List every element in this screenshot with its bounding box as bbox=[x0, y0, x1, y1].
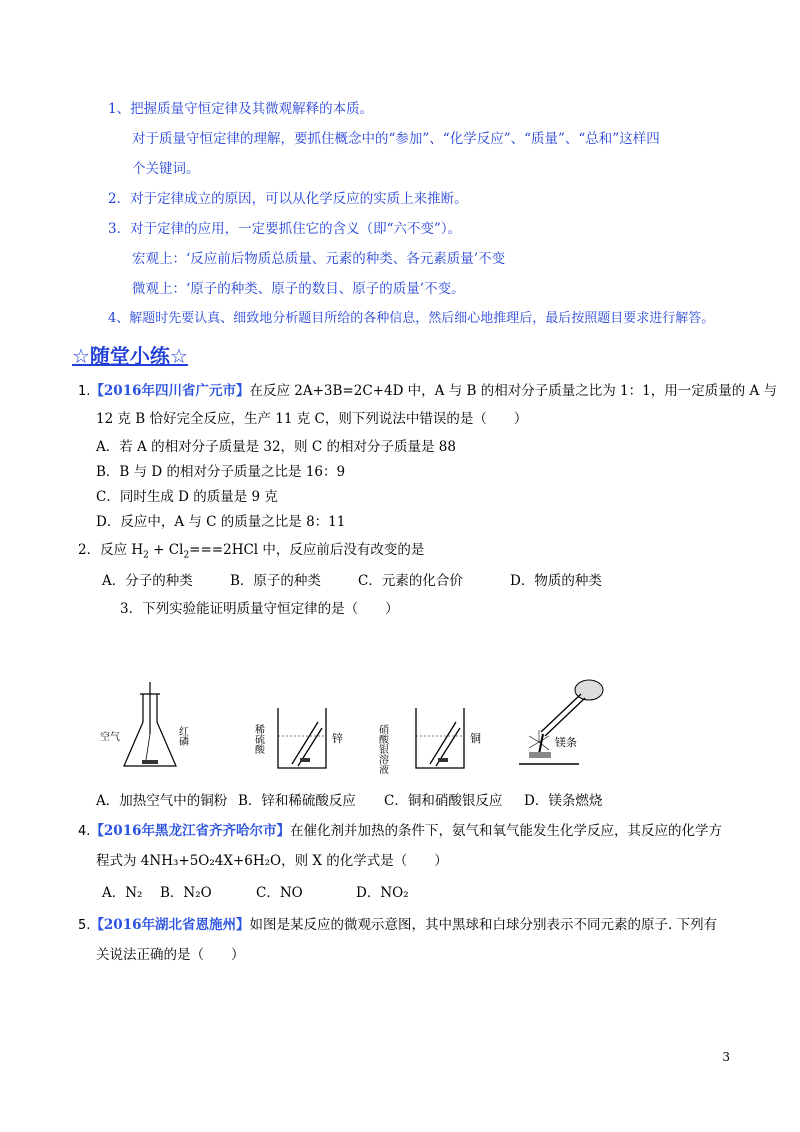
section-heading: ☆随堂小练☆ bbox=[72, 344, 188, 368]
tip-3-macro: 宏观上：‘反应前后物质总质量、元素的种类、各元素质量’不变 bbox=[132, 251, 506, 267]
q2-stem-mid: + Cl bbox=[148, 542, 184, 558]
q1-option-a: A．若 A 的相对分子质量是 32，则 C 的相对分子质量是 88 bbox=[96, 439, 456, 455]
q3-figure-d-magnesium bbox=[515, 672, 625, 782]
fig-label-silver-nitrate: 硝酸银溶液 bbox=[376, 724, 388, 774]
q3-figure-b-beaker bbox=[252, 672, 356, 782]
q2-stem-post: ===2HCl 中，反应前后没有改变的是 bbox=[189, 542, 425, 558]
q1-stem-line2: 12 克 B 恰好完全反应，生产 11 克 C，则下列说法中错误的是（ ） bbox=[96, 411, 528, 427]
fig-label-air: 空气 bbox=[100, 732, 120, 743]
q5-number: 5. bbox=[78, 918, 91, 933]
q2-stem-pre: 2．反应 H bbox=[78, 542, 144, 558]
q3-option-d: D．镁条燃烧 bbox=[524, 793, 603, 809]
q2-option-a: A．分子的种类 bbox=[102, 573, 193, 589]
q4-stem-line2: 程式为 4NH₃+5O₂4X+6H₂O，则 X 的化学式是（ ） bbox=[96, 853, 448, 869]
q1-option-b: B．B 与 D 的相对分子质量之比是 16：9 bbox=[96, 464, 346, 480]
q1-option-d: D．反应中，A 与 C 的质量之比是 8：11 bbox=[96, 514, 346, 530]
q3-figure-c-beaker bbox=[376, 672, 490, 782]
tip-2: 2．对于定律成立的原因，可以从化学反应的实质上来推断。 bbox=[108, 191, 468, 207]
q5-stem-line2: 关说法正确的是（ ） bbox=[96, 947, 245, 963]
q3-figure-a-flask bbox=[100, 672, 220, 782]
q4-option-d: D．NO₂ bbox=[356, 885, 409, 901]
q4-stem-line1 bbox=[78, 822, 722, 841]
q3-option-a: A．加热空气中的铜粉 bbox=[96, 793, 228, 809]
fig-label-zinc: 锌 bbox=[332, 732, 343, 745]
q4-option-a: A．N₂ bbox=[102, 885, 143, 901]
q4-option-c: C．NO bbox=[256, 885, 303, 901]
q2-cl-subscript: 2 bbox=[183, 550, 190, 561]
q5-stem-line1 bbox=[78, 916, 717, 935]
q3-option-b: B．锌和稀硫酸反应 bbox=[238, 793, 356, 809]
q1-stem-line1 bbox=[78, 382, 777, 401]
q2-option-d: D．物质的种类 bbox=[510, 573, 602, 589]
q2-h-subscript: 2 bbox=[143, 550, 149, 561]
q3-option-c: C．铜和硝酸银反应 bbox=[384, 793, 503, 809]
page-number: 3 bbox=[722, 1050, 730, 1064]
q5-source: 【2016年湖北省恩施州】 bbox=[90, 917, 250, 933]
q2-stem bbox=[78, 541, 424, 565]
fig-label-copper: 铜 bbox=[470, 732, 481, 745]
q1-number: 1. bbox=[78, 384, 91, 399]
q5-stem-a: 如图是某反应的微观示意图，其中黑球和白球分别表示不同元素的原子. 下列有 bbox=[249, 917, 718, 933]
q1-option-c: C．同时生成 D 的质量是 9 克 bbox=[96, 489, 278, 505]
tip-4: 4、解题时先要认真、细致地分析题目所给的各种信息，然后细心地推理后，最后按照题目要求进行解答。 bbox=[108, 311, 715, 326]
q2-option-c: C．元素的化合价 bbox=[358, 573, 463, 589]
q2-option-b: B．原子的种类 bbox=[230, 573, 321, 589]
q4-number: 4. bbox=[78, 824, 91, 839]
tip-3: 3．对于定律的应用，一定要抓住它的含义（即“六不变”）。 bbox=[108, 221, 462, 237]
q3-stem: 3．下列实验能证明质量守恒定律的是（ ） bbox=[120, 601, 399, 617]
tip-3-micro: 微观上：‘原子的种类、原子的数目、原子的质量’不变。 bbox=[132, 281, 465, 297]
q4-option-b: B．N₂O bbox=[160, 885, 212, 901]
fig-label-red-phosphorus: 红磷 bbox=[176, 726, 188, 746]
tip-1-detail: 对于质量守恒定律的理解，要抓住概念中的“参加”、“化学反应”、“质量”、“总和”这样四 bbox=[132, 131, 660, 147]
tip-1: 1、把握质量守恒定律及其微观解释的本质。 bbox=[108, 101, 374, 117]
fig-label-dilute-acid: 稀硫酸 bbox=[252, 724, 264, 754]
q4-stem-a: 在催化剂并加热的条件下，氨气和氧气能发生化学反应，其反应的化学方 bbox=[289, 823, 722, 839]
q1-stem-a: 在反应 2A+3B=2C+4D 中，A 与 B 的相对分子质量之比为 1：1，用一定质量的 A 与 bbox=[249, 383, 778, 399]
tip-1-detail-cont: 个关键词。 bbox=[132, 161, 200, 177]
fig-label-magnesium: 镁条 bbox=[555, 736, 577, 749]
q4-source: 【2016年黑龙江省齐齐哈尔市】 bbox=[90, 823, 290, 839]
q1-source: 【2016年四川省广元市】 bbox=[90, 383, 250, 399]
